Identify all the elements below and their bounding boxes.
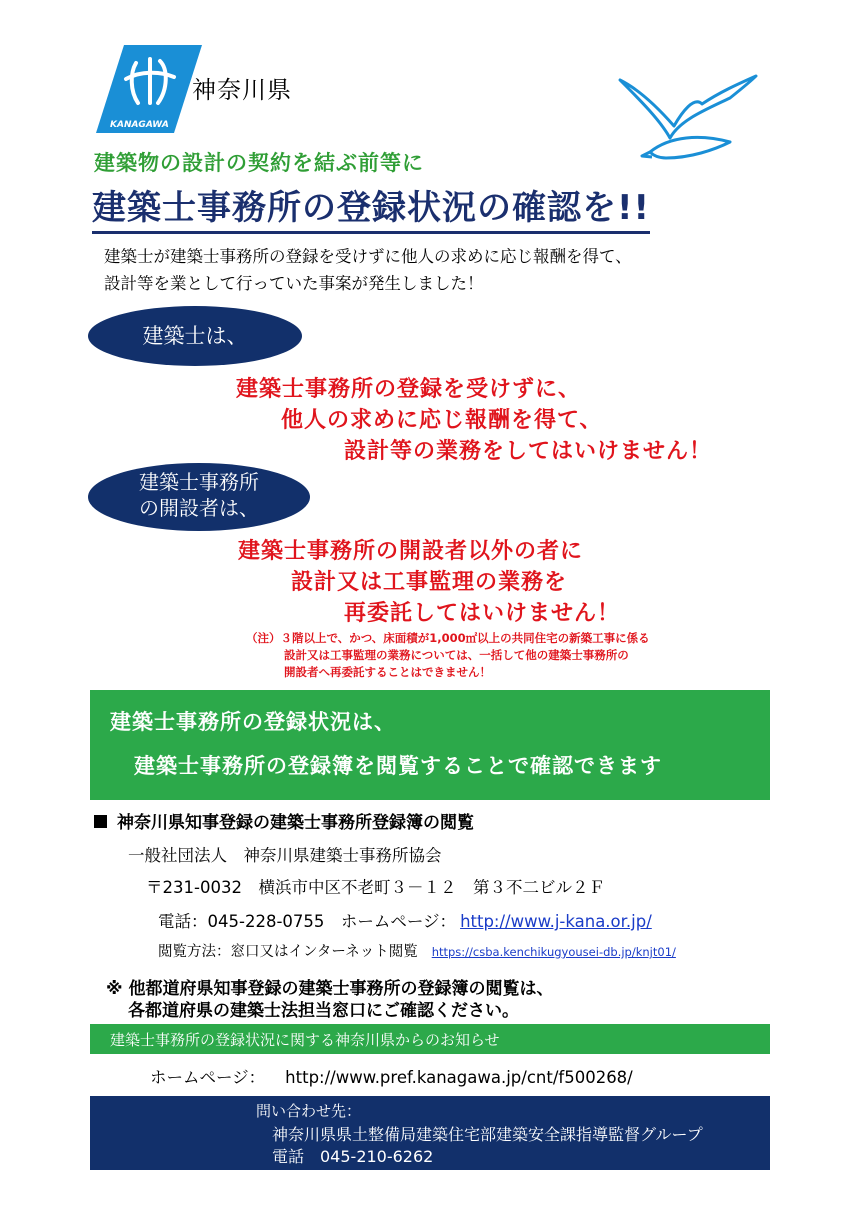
seagull-icon — [610, 60, 760, 170]
intro-text — [104, 243, 794, 297]
intro-line-1: 建築士が建築士事務所の登録を受けずに他人の求めに応じ報酬を得て、 — [104, 247, 632, 266]
listing-heading-text: 神奈川県知事登録の建築士事務所登録簿の閲覧 — [117, 813, 474, 833]
view-label: 閲覧方法：窓口又はインターネット閲覧 — [158, 944, 418, 960]
prefecture-homepage-link[interactable]: http://www.pref.kanagawa.jp/cnt/f500268/ — [285, 1068, 633, 1087]
oval-2-line-1: 建築士事務所 — [139, 470, 259, 494]
note-line-3: 開設者へ再委託することはできません！ — [284, 665, 491, 679]
other-prefecture-note-line-2: 各都道府県の建築士法担当窓口にご確認ください。 — [128, 1001, 519, 1021]
other-prefecture-note-line-1: ※ 他都道府県知事登録の建築士事務所の登録簿の閲覧は、 — [106, 979, 554, 999]
tel-label: 電話：045-228-0755 ホームページ： — [158, 912, 457, 931]
listing-heading — [94, 808, 474, 833]
homepage-label: ホームページ： — [150, 1068, 266, 1087]
intro-line-2: 設計等を業として行っていた事案が発生しました！ — [104, 274, 484, 293]
association-homepage-link[interactable]: http://www.j-kana.or.jp/ — [460, 912, 652, 931]
registry-database-link[interactable]: https://csba.kenchikugyousei-db.jp/knjt01/ — [431, 945, 676, 959]
viewing-method — [158, 940, 676, 961]
prefecture-name: 神奈川県 — [192, 76, 292, 104]
association-address: 〒231-0032 横浜市中区不老町３－１２ 第３不二ビル２Ｆ — [146, 878, 605, 897]
oval-2-line-2: の開設者は、 — [139, 496, 259, 520]
note-line-1: （注）３階以上で、かつ、床面積が1,000㎡以上の共同住宅の新築工事に係る — [246, 631, 650, 645]
architect-oval-label: 建築士は、 — [88, 306, 302, 366]
green-box-line-2: 建築士事務所の登録簿を閲覧することで確認できます — [134, 754, 662, 778]
notice-bar-text: 建築士事務所の登録状況に関する神奈川県からのお知らせ — [110, 1031, 500, 1049]
note-line-2: 設計又は工事監理の業務については、一括して他の建築士事務所の — [284, 648, 629, 662]
contact-phone: 電話 045-210-6262 — [272, 1147, 434, 1166]
kanagawa-emblem-icon — [96, 45, 202, 133]
green-box-line-1: 建築士事務所の登録状況は、 — [110, 710, 396, 734]
office-founder-oval-label — [88, 463, 310, 531]
rule-2-line-2: 設計又は工事監理の業務を — [291, 570, 568, 595]
rule-1-line-3: 設計等の業務をしてはいけません！ — [344, 439, 713, 464]
logo-text: KANAGAWA — [110, 120, 169, 130]
square-bullet-icon — [94, 815, 107, 828]
contact-label: 問い合わせ先： — [256, 1102, 362, 1120]
rule-2-line-1: 建築士事務所の開設者以外の者に — [238, 539, 584, 564]
prefecture-homepage — [150, 1064, 633, 1088]
subtitle: 建築物の設計の契約を結ぶ前等に — [94, 151, 424, 175]
rule-2-line-3: 再委託してはいけません！ — [344, 601, 621, 626]
contact-department: 神奈川県県土整備局建築住宅部建築安全課指導監督グループ — [272, 1125, 703, 1144]
association-name: 一般社団法人 神奈川県建築士事務所協会 — [128, 846, 442, 865]
association-contact — [158, 908, 652, 932]
rule-1-line-2: 他人の求めに応じ報酬を得て、 — [281, 408, 603, 433]
rule-1-line-1: 建築士事務所の登録を受けずに、 — [236, 377, 582, 402]
page-title: 建築士事務所の登録状況の確認を!! — [92, 180, 650, 234]
